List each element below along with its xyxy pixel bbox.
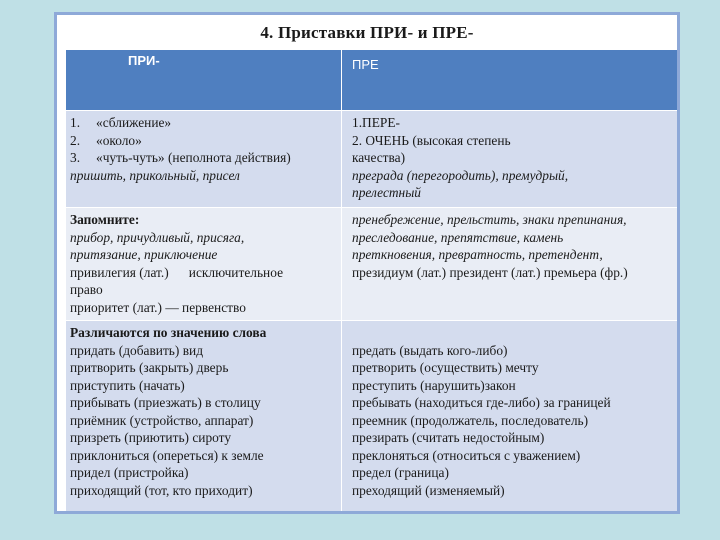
list-item: притворить (закрыть) дверь (70, 360, 229, 375)
list-item: приходящий (тот, кто приходит) (70, 482, 253, 498)
header-pri: ПРИ- (66, 50, 342, 111)
list-item: преступить (нарушить)закон (352, 377, 516, 393)
loanword-line: привилегия (лат.) исключительное (70, 264, 284, 280)
comparison-table (65, 49, 678, 514)
remember-words: преследование, препятствие, камень (352, 229, 564, 245)
slide (54, 12, 680, 514)
remember-words: прибор, причудливый, присяга, (70, 229, 245, 245)
loanword-line: приоритет (лат.) — первенство (70, 299, 246, 315)
loanword-line: право (70, 282, 103, 297)
list-item: преемник (продолжатель, последователь) (352, 412, 589, 428)
list-item: преклоняться (относиться с уважением) (352, 447, 581, 463)
list-item: предел (граница) (352, 465, 449, 480)
list-item: 1.ПЕРЕ- (352, 115, 400, 130)
list-item: приступить (начать) (70, 377, 185, 393)
list-item: призреть (приютить) сироту (70, 430, 232, 445)
pre-examples: преграда (перегородить), премудрый, (352, 167, 569, 183)
remember-words: пренебрежение, прельстить, знаки препинания, (352, 212, 627, 227)
list-item: придать (добавить) вид (70, 342, 204, 358)
list-item: прибывать (приезжать) в столицу (70, 395, 261, 410)
loanword-line: президиум (лат.) президент (лат.) премьера (фр.) (352, 264, 628, 280)
header-pre: ПРЕ (342, 50, 678, 111)
slide-title: 4. Приставки ПРИ- и ПРЕ- (260, 23, 474, 42)
list-item: 2. ОЧЕНЬ (высокая степень (352, 132, 511, 148)
pri-meanings-cell (66, 111, 342, 208)
list-item: предать (выдать кого-либо) (352, 342, 508, 358)
remember-words: притязание, приключение (70, 247, 218, 262)
list-item: презирать (считать недостойным) (352, 430, 545, 445)
list-item: придел (пристройка) (70, 465, 189, 480)
pairs-heading: Различаются по значению слова (70, 325, 267, 340)
list-item: претворить (осуществить) мечту (352, 360, 539, 375)
pairs-spacer (346, 324, 673, 342)
list-item: приёмник (устройство, аппарат) (70, 412, 254, 428)
table-row-remember (66, 208, 678, 321)
table-row-meanings (66, 111, 678, 208)
remember-words: преткновения, превратность, претендент, (352, 247, 603, 262)
list-item: приклониться (опереться) к земле (70, 447, 264, 463)
remember-heading: Запомните: (70, 212, 140, 227)
pre-pairs-cell (342, 321, 678, 515)
list-item: 2. «около» (70, 132, 142, 148)
pri-remember-cell (66, 208, 342, 321)
table-row-meaning-pairs (66, 321, 678, 515)
pre-examples: прелестный (352, 185, 421, 200)
pre-meanings-cell (342, 111, 678, 208)
pre-remember-cell (342, 208, 678, 321)
table-header-row (66, 50, 678, 111)
pri-pairs-cell (66, 321, 342, 515)
list-item: 3. «чуть-чуть» (неполнота действия) (70, 150, 291, 165)
list-item: качества) (352, 150, 406, 165)
list-item: преходящий (изменяемый) (352, 482, 505, 498)
list-item: 1. «сближение» (70, 115, 172, 130)
pri-examples: пришить, прикольный, присел (70, 167, 240, 183)
list-item: пребывать (находиться где-либо) за границей (352, 395, 611, 410)
